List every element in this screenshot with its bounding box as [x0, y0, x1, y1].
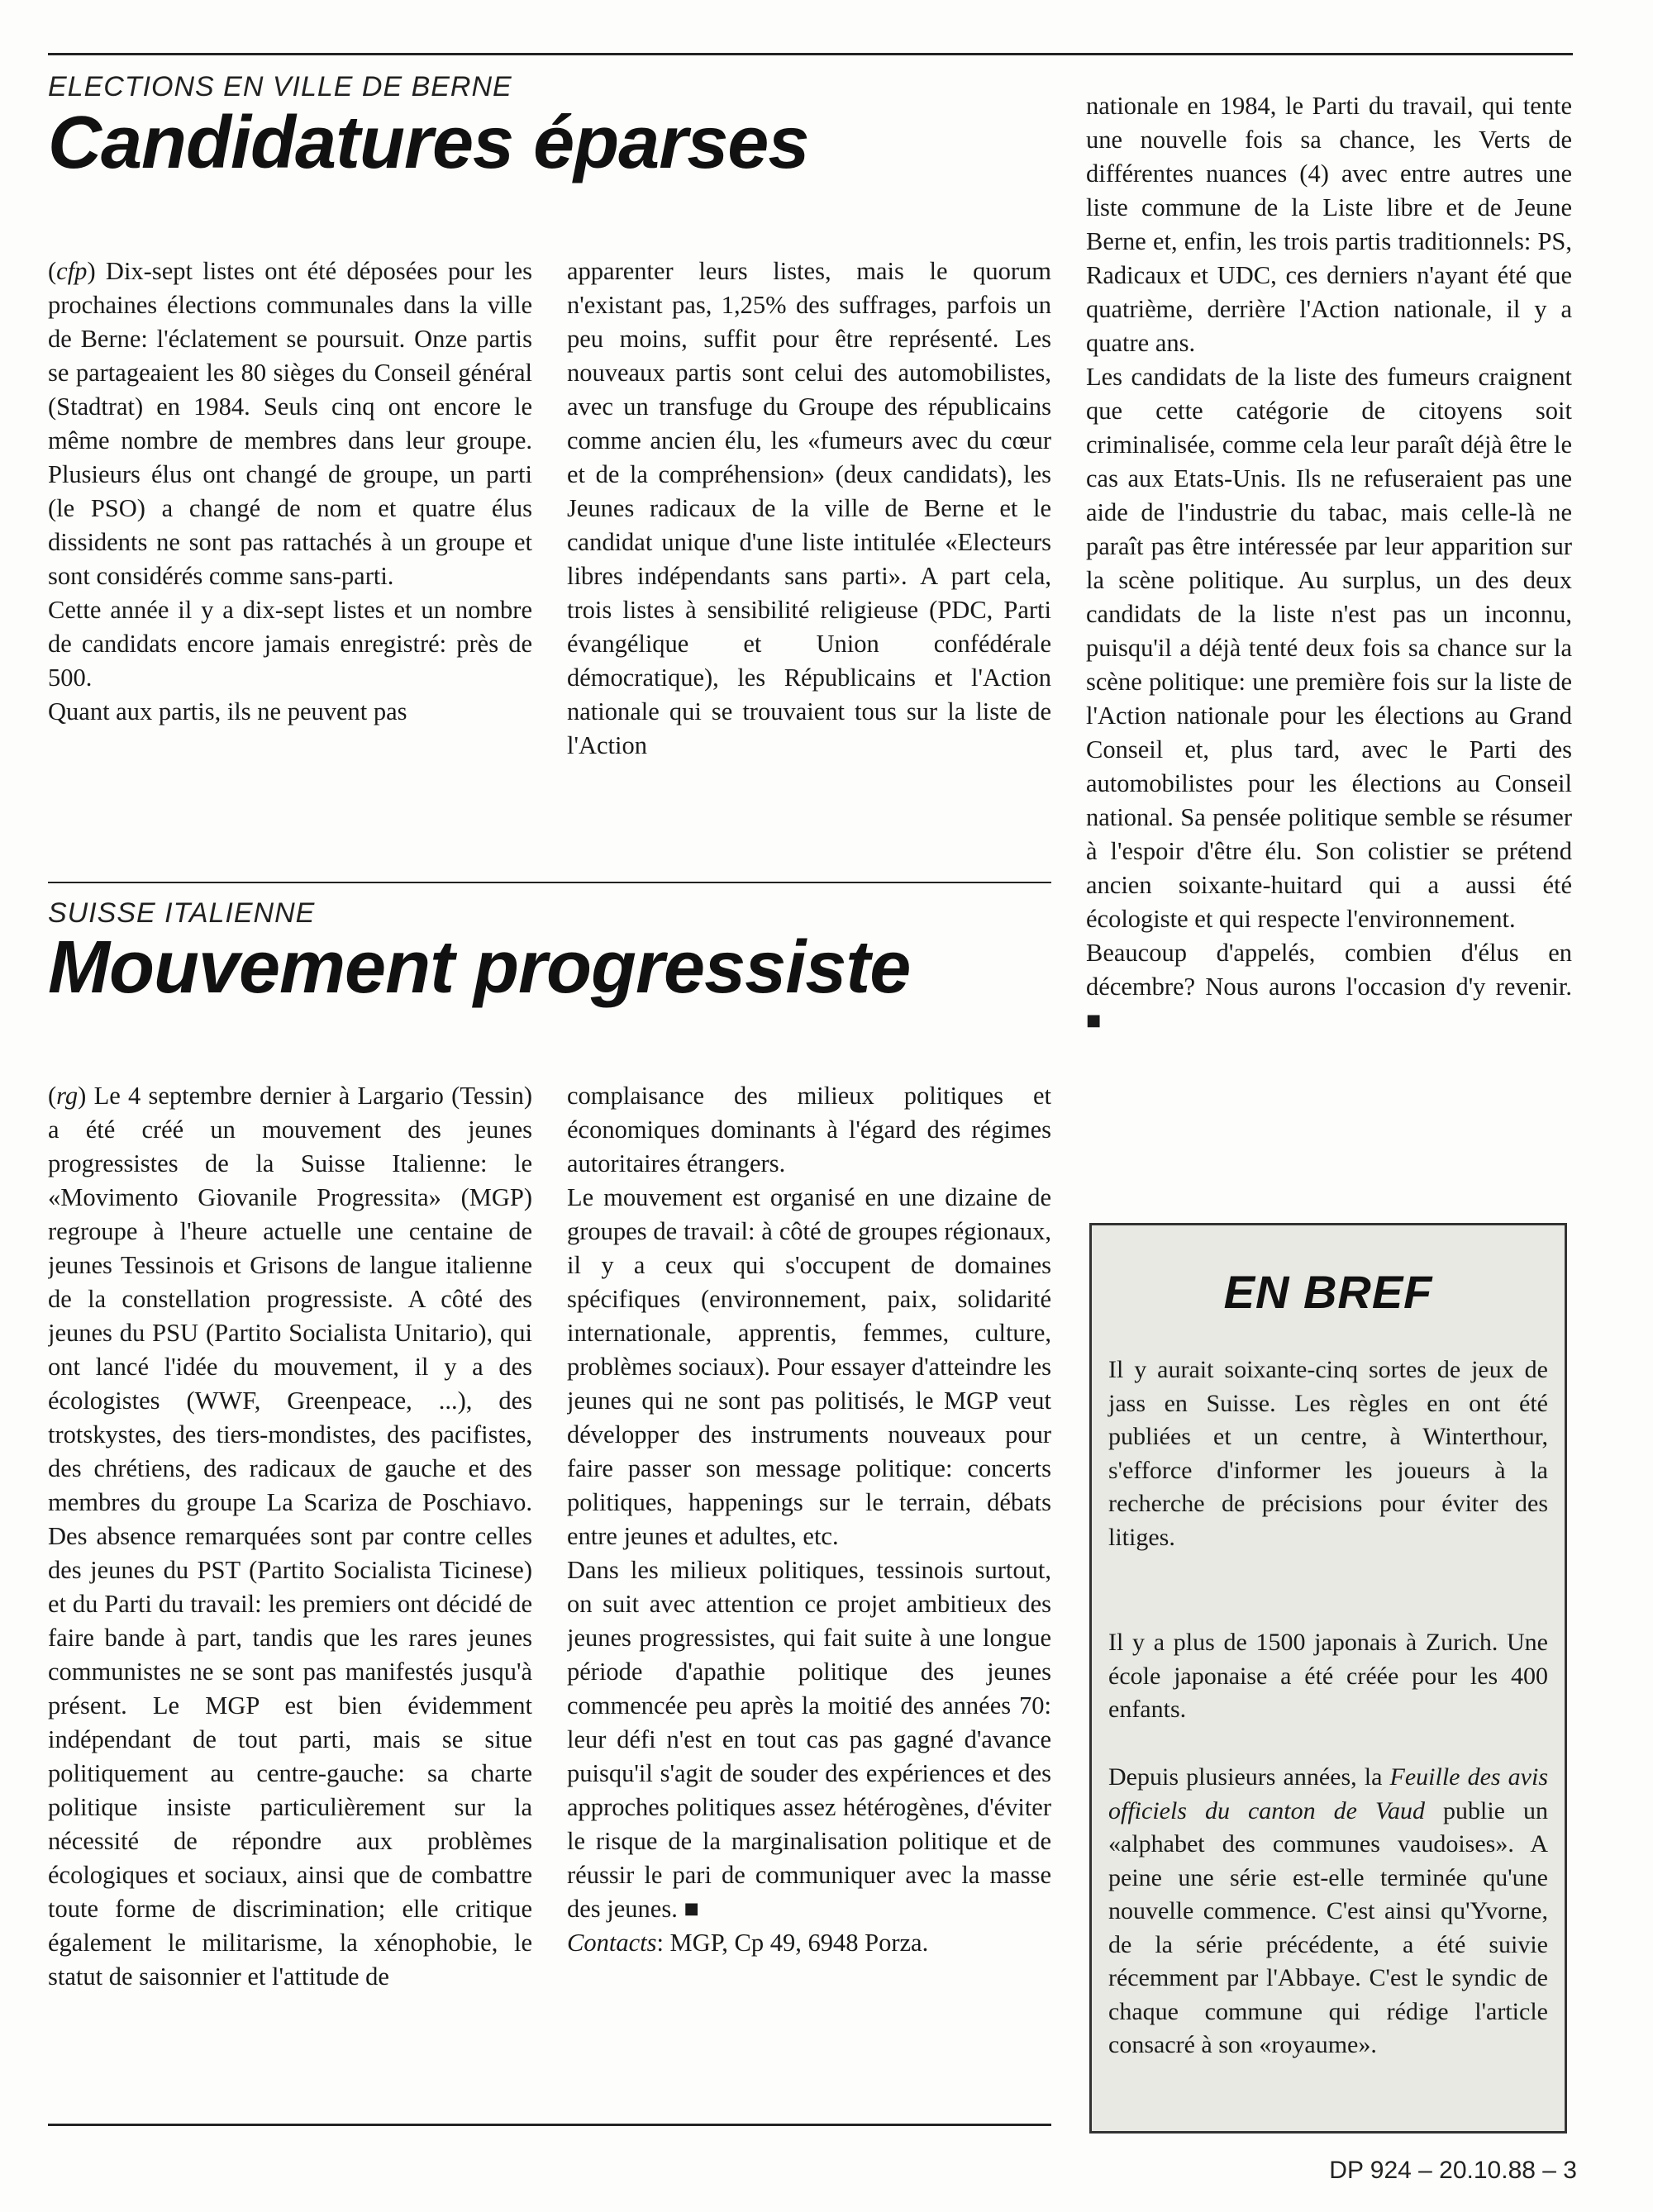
article2-column-2: [567, 1079, 1051, 2091]
article2-col1-text: ) Le 4 septembre dernier à Largario (Tessin) a été créé un mouvement des jeunes progressistes de la Suisse Italienne: le «Movimento Giovanile Progressita» (MGP) regroupe à l'heure actuelle une centaine de jeunes Tessinois et Grisons de langue italienne de la constellation progressiste. A côté des jeunes du PSU (Partito Socialista Unitario), qui ont lancé l'idée du mouvement, il y a des écologistes (WWF, Greenpeace, ...), des trotskystes, des tiers-mondistes, des pacifistes, des chrétiens, des radicaux de gauche et des membres du groupe La Scariza de Poschiavo. Des absence remarquées sont par contre celles des jeunes du PST (Partito Socialista Ticinese) et du Parti du travail: les premiers ont décidé de faire bande à part, tandis que les rares jeunes communistes ne se sont pas manifestés jusqu'à présent. Le MGP est bien évidemment indépendant de tout parti, mais se situe politiquement au centre-gauche: sa charte politique insiste particulièrement sur la nécessité de répondre aux problèmes écologiques et sociaux, ainsi que de combattre toute forme de discrimination; elle critique également le militarisme, la xénophobie, le statut de saisonnier et l'attitude de: [48, 1082, 532, 1991]
en-bref-item-3-publication: Feuille des avis officiels du canton de Vaud: [1108, 1763, 1549, 1824]
article1-paragraph-2: Cette année il y a dix-sept listes et un nombre de candidats encore jamais enregistré: près de 500.: [48, 596, 532, 692]
article1-column-3: [1086, 89, 1572, 1180]
article1-col3-paragraph-3: Beaucoup d'appelés, combien d'élus en décembre? Nous aurons l'occasion d'y revenir. ■: [1086, 939, 1572, 1035]
en-bref-box: [1089, 1223, 1567, 2134]
en-bref-item-3-text-a: Depuis plusieurs années, la: [1108, 1763, 1390, 1791]
page-footer: DP 924 – 20.10.88 – 3: [1329, 2157, 1577, 2184]
article1-column-1: [48, 254, 532, 808]
article1-col3-paragraph-2: Les candidats de la liste des fumeurs craignent que cette catégorie de citoyens soit criminalisée, comme cela leur paraît déjà être le cas aux Etats-Unis. Ils ne refuseraient pas une aide de l'industrie du tabac, mais celle-là ne paraît pas être intéressée par leur apparition sur la scène politique. Au surplus, un des deux candidats de la liste n'est pas un inconnu, puisqu'il a déjà tenté deux fois sa chance sur la scène politique: une première fois sur la liste de l'Action nationale pour les élections au Grand Conseil et, plus tard, avec le Parti des automobilistes pour les élections au Conseil national. Sa pensée politique semble se résumer à l'espoir d'être élu. Son colistier se prétend ancien soixante-huitard qui a aussi été écologiste et qui respecte l'environnement.: [1086, 363, 1572, 933]
contacts-label: Contacts: [567, 1929, 657, 1957]
en-bref-item-3: [1108, 1761, 1548, 2062]
article1-col2-text: apparenter leurs listes, mais le quorum n'existant pas, 1,25% des suffrages, parfois un peu moins, suffit pour être représenté. Les nouveaux partis sont celui des automobilistes, avec un transfuge du Groupe des républicains comme ancien élu, les «fumeurs avec du cœur et de la compréhension» (deux candidats), les Jeunes radicaux de la ville de Berne et le candidat unique d'une liste intitulée «Electeurs libres indépendants sans parti». A part cela, trois listes à sensibilité religieuse (PDC, Parti évangélique et Union confédérale démocratique), les Républicains et l'Action nationale qui se trouvaient tous sur la liste de l'Action: [567, 257, 1051, 759]
article1-col3-paragraph-1: nationale en 1984, le Parti du travail, qui tente une nouvelle fois sa chance, les Verts de différentes nuances (4) avec entre autres une liste commune de la Liste libre et de Jeune Berne et, enfin, les trois partis traditionnels: PS, Radicaux et UDC, ces derniers n'ayant été que quatrième, derrière l'Action nationale, il y a quatre ans.: [1086, 92, 1572, 357]
en-bref-item-1: Il y aurait soixante-cinq sortes de jeux de jass en Suisse. Les règles en ont été publiées et un centre, à Winterthour, s'efforce d'informer les joueurs à la recherche de précisions pour éviter des litiges.: [1108, 1356, 1548, 1551]
en-bref-item-2: Il y a plus de 1500 japonais à Zurich. Une école japonaise a été créée pour les 400 enfants.: [1108, 1629, 1548, 1723]
article1-title: Candidatures éparses: [48, 102, 809, 184]
article1-paragraph-3: Quant aux partis, ils ne peuvent pas: [48, 697, 407, 725]
article2-contacts: [567, 1926, 1051, 1960]
article2-col2-paragraph-3: Dans les milieux politiques, tessinois surtout, on suit avec attention ce projet ambitieux des jeunes progressistes, qui fait suite à une longue période d'apathie politique des jeunes commencée peu après la moitié des années 70: leur défi n'est en tout cas pas gagné d'avance puisqu'il s'agit de souder des expériences et des approches politiques assez hétérogènes, d'éviter le risque de la marginalisation politique et de réussir le pari de communiquer avec la masse des jeunes. ■: [567, 1556, 1051, 1923]
article1-col1-text: ) Dix-sept listes ont été déposées pour les prochaines élections communales dans la ville de Berne: l'éclatement se poursuit. Onze partis se partageaient les 80 sièges du Conseil général (Stadtrat) en 1984. Seuls cinq ont encore le même nombre de membres dans leur groupe. Plusieurs élus ont changé de groupe, un parti (le PSO) a changé de nom et quatre élus dissidents ne sont pas rattachés à un groupe et sont considérés comme sans-parti.: [48, 257, 532, 590]
contacts-text: : MGP, Cp 49, 6948 Porza.: [656, 1929, 929, 1957]
en-bref-item-3-text-b: publie un «alphabet des communes vaudoises». A peine une série est-elle terminée qu'une nouvelle commence. C'est ainsi qu'Yvorne, de la série précédente, a été suivie récemment par l'Abbaye. C'est le syndic de chaque commune qui rédige l'article consacré à son «royaume».: [1108, 1796, 1548, 2058]
bottom-rule: [48, 2124, 1051, 2126]
top-rule: [48, 53, 1573, 55]
article1-column-2: [567, 254, 1051, 808]
article2-col2-paragraph-1: complaisance des milieux politiques et économiques dominants à l'égard des régimes autoritaires étrangers.: [567, 1082, 1051, 1177]
article1-kicker: ELECTIONS EN VILLE DE BERNE: [48, 71, 512, 102]
article2-col2-paragraph-2: Le mouvement est organisé en une dizaine de groupes de travail: à côté de groupes régionaux, il y a ceux qui s'occupent de domaines spécifiques (environnement, paix, solidarité internationale, apprentis, femmes, culture, problèmes sociaux). Pour essayer d'atteindre les jeunes qui ne sont pas politisés, le MGP veut développer des instruments nouveaux pour faire passer son message politique: concerts politiques, happenings sur le terrain, débats entre jeunes et adultes, etc.: [567, 1183, 1051, 1550]
article2-title: Mouvement progressiste: [48, 926, 911, 1009]
article2-paragraph-1: (rg) Le 4 septembre dernier à Largario (Tessin) a été créé un mouvement des jeunes progressistes de la Suisse Italienne: le «Movimento Giovanile Progressita» (MGP) regroupe à l'heure actuelle une centaine de jeunes Tessinois et Grisons de langue italienne de la constellation progressiste. A côté des jeunes du PSU (Partito Socialista Unitario), qui ont lancé l'idée du mouvement, il y a des écologistes (WWF, Greenpeace, ...), des trotskystes, des tiers-mondistes, des pacifistes, des chrétiens, des radicaux de gauche et des membres du groupe La Scariza de Poschiavo. Des absence remarquées sont par contre celles des jeunes du PST (Partito Socialista Ticinese) et du Parti du travail: les premiers ont décidé de faire bande à part, tandis que les rares jeunes communistes ne se sont pas manifestés jusqu'à présent. Le MGP est bien évidemment indépendant de tout parti, mais se situe politiquement au centre-gauche: sa charte politique insiste particulièrement sur la nécessité de répondre aux problèmes écologiques et sociaux, ainsi que de combattre toute forme de discrimination; elle critique également le militarisme, la xénophobie, le statut de saisonnier et l'attitude de: [48, 1082, 532, 1991]
article-divider: [48, 882, 1051, 883]
en-bref-title: EN BREF: [1223, 1266, 1433, 1318]
article1-paragraph-1: (cfp) Dix-sept listes ont été déposées pour les prochaines élections communales dans la ville de Berne: l'éclatement se poursuit. Onze partis se partageaient les 80 sièges du Conseil général (Stadtrat) en 1984. Seuls cinq ont encore le même nombre de membres dans leur groupe. Plusieurs élus ont changé de groupe, un parti (le PSO) a changé de nom et quatre élus dissidents ne sont pas rattachés à un groupe et sont considérés comme sans-parti.: [48, 257, 532, 590]
article2-column-1: [48, 1079, 532, 2091]
article2-kicker: SUISSE ITALIENNE: [48, 897, 316, 929]
article2-byline: rg: [56, 1082, 79, 1110]
article1-byline: cfp: [56, 257, 88, 285]
